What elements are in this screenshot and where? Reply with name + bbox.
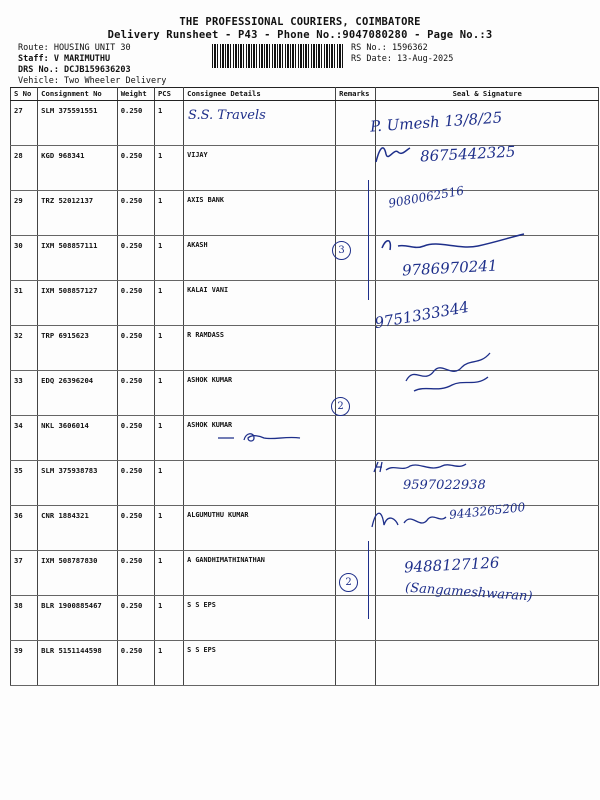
row-consignee xyxy=(184,461,336,506)
row-consignee: ASHOK KUMAR xyxy=(184,416,336,461)
signature-scribble xyxy=(214,428,304,444)
row-sno: 37 xyxy=(11,551,38,596)
signature-scribble xyxy=(370,458,470,478)
row-sno: 34 xyxy=(11,416,38,461)
col-pcs: PCS xyxy=(154,88,183,101)
table-row xyxy=(11,461,599,506)
row-pcs: 1 xyxy=(154,326,183,371)
row-seal xyxy=(376,596,599,641)
row-sno: 32 xyxy=(11,326,38,371)
row-weight: 0.250 xyxy=(117,506,154,551)
handwritten-phone: 9443265200 xyxy=(448,500,526,522)
row-consignee: ASHOK KUMAR xyxy=(184,371,336,416)
handwritten-phone: 9488127126 xyxy=(403,553,500,577)
col-sno: S No xyxy=(11,88,38,101)
row-remarks xyxy=(336,326,376,371)
row-consignment: BLR 5151144598 xyxy=(38,641,118,686)
row-pcs: 1 xyxy=(154,146,183,191)
handwritten-phone: 9597022938 xyxy=(403,478,486,493)
row-consignee: S S EPS xyxy=(184,596,336,641)
col-seal: Seal & Signature xyxy=(376,88,599,101)
row-sno: 29 xyxy=(11,191,38,236)
row-pcs: 1 xyxy=(154,551,183,596)
row-pcs: 1 xyxy=(154,191,183,236)
handwritten-phone: 9080062516 xyxy=(387,183,465,211)
handwritten-signature: P. Umesh 13/8/25 xyxy=(369,108,503,136)
remarks-circle: 2 xyxy=(339,573,358,592)
table-row xyxy=(11,326,599,371)
row-consignee: R RAMDASS xyxy=(184,326,336,371)
row-consignment: BLR 1900885467 xyxy=(38,596,118,641)
handwritten-phone: 9751333344 xyxy=(373,297,471,333)
row-weight: 0.250 xyxy=(117,371,154,416)
row-weight: 0.250 xyxy=(117,191,154,236)
rs-date: RS Date: 13-Aug-2025 xyxy=(351,54,454,64)
row-weight: 0.250 xyxy=(117,236,154,281)
col-consignment: Consignment No xyxy=(38,88,118,101)
table-header-row xyxy=(11,88,599,101)
row-remarks xyxy=(336,191,376,236)
row-consignment: IXM 508857127 xyxy=(38,281,118,326)
row-pcs: 1 xyxy=(154,416,183,461)
row-weight: 0.250 xyxy=(117,101,154,146)
row-consignee: AXIS BANK xyxy=(184,191,336,236)
row-consignment: CNR 1884321 xyxy=(38,506,118,551)
col-consignee: Consignee Details xyxy=(184,88,336,101)
row-pcs: 1 xyxy=(154,461,183,506)
col-remarks: Remarks xyxy=(336,88,376,101)
vehicle-label: Vehicle: Two Wheeler Delivery xyxy=(18,76,167,86)
row-sno: 28 xyxy=(11,146,38,191)
row-weight: 0.250 xyxy=(117,461,154,506)
staff-label: Staff: V MARIMUTHU xyxy=(18,54,111,64)
row-pcs: 1 xyxy=(154,236,183,281)
signature-bracket xyxy=(368,180,369,300)
row-pcs: 1 xyxy=(154,371,183,416)
row-weight: 0.250 xyxy=(117,641,154,686)
row-sno: 27 xyxy=(11,101,38,146)
row-pcs: 1 xyxy=(154,506,183,551)
row-consignment: TRZ 52012137 xyxy=(38,191,118,236)
row-remarks xyxy=(336,641,376,686)
route-label: Route: HOUSING UNIT 30 xyxy=(18,43,131,53)
row-consignment: SLM 375591551 xyxy=(38,101,118,146)
row-weight: 0.250 xyxy=(117,551,154,596)
row-weight: 0.250 xyxy=(117,596,154,641)
row-pcs: 1 xyxy=(154,641,183,686)
table-row xyxy=(11,371,599,416)
row-consignee: ALGUMUTHU KUMAR xyxy=(184,506,336,551)
row-consignment: KGD 968341 xyxy=(38,146,118,191)
remarks-circle: 2 xyxy=(331,397,350,416)
row-pcs: 1 xyxy=(154,281,183,326)
row-sno: 36 xyxy=(11,506,38,551)
handwritten-phone: 9786970241 xyxy=(401,256,498,280)
row-consignee: A GANDHIMATHINATHAN xyxy=(184,551,336,596)
row-sno: 30 xyxy=(11,236,38,281)
table-row xyxy=(11,281,599,326)
row-seal xyxy=(376,641,599,686)
row-sno: 38 xyxy=(11,596,38,641)
row-consignment: TRP 6915623 xyxy=(38,326,118,371)
row-consignee: S S EPS xyxy=(184,641,336,686)
table-row xyxy=(11,641,599,686)
row-consignment: IXM 508787830 xyxy=(38,551,118,596)
runsheet-subtitle: Delivery Runsheet - P43 - Phone No.:9047080280 - Page No.:3 xyxy=(107,29,493,41)
signature-bracket xyxy=(368,541,369,619)
table-row xyxy=(11,101,599,146)
handwritten-consignee: S.S. Travels xyxy=(188,108,266,123)
row-weight: 0.250 xyxy=(117,146,154,191)
row-remarks xyxy=(336,146,376,191)
row-weight: 0.250 xyxy=(117,281,154,326)
row-pcs: 1 xyxy=(154,596,183,641)
row-sno: 31 xyxy=(11,281,38,326)
row-pcs: 1 xyxy=(154,101,183,146)
row-weight: 0.250 xyxy=(117,416,154,461)
row-remarks xyxy=(336,416,376,461)
row-consignment: SLM 375938783 xyxy=(38,461,118,506)
row-weight: 0.250 xyxy=(117,326,154,371)
handwritten-phone: 8675442325 xyxy=(419,142,516,166)
row-consignment: EDQ 26396204 xyxy=(38,371,118,416)
company-title: THE PROFESSIONAL COURIERS, COIMBATORE xyxy=(179,16,421,28)
signature-scribble xyxy=(368,505,448,533)
row-consignment: NKL 3606014 xyxy=(38,416,118,461)
rs-number: RS No.: 1596362 xyxy=(351,43,428,53)
handwritten-name: (Sangameshwaran) xyxy=(404,580,533,605)
col-weight: Weight xyxy=(117,88,154,101)
row-sno: 33 xyxy=(11,371,38,416)
signature-scribble xyxy=(400,345,496,399)
row-sno: 39 xyxy=(11,641,38,686)
row-consignee: KALAI VANI xyxy=(184,281,336,326)
remarks-circle: 3 xyxy=(332,241,351,260)
table-row xyxy=(11,416,599,461)
row-sno: 35 xyxy=(11,461,38,506)
row-seal xyxy=(376,416,599,461)
drs-number: DRS No.: DCJB159636203 xyxy=(18,65,131,75)
signature-scribble xyxy=(372,142,412,166)
row-consignee: VIJAY xyxy=(184,146,336,191)
barcode xyxy=(212,44,344,68)
row-remarks xyxy=(336,281,376,326)
row-consignment: IXM 508857111 xyxy=(38,236,118,281)
row-remarks xyxy=(336,596,376,641)
row-consignee: AKASH xyxy=(184,236,336,281)
signature-scribble xyxy=(378,228,528,258)
